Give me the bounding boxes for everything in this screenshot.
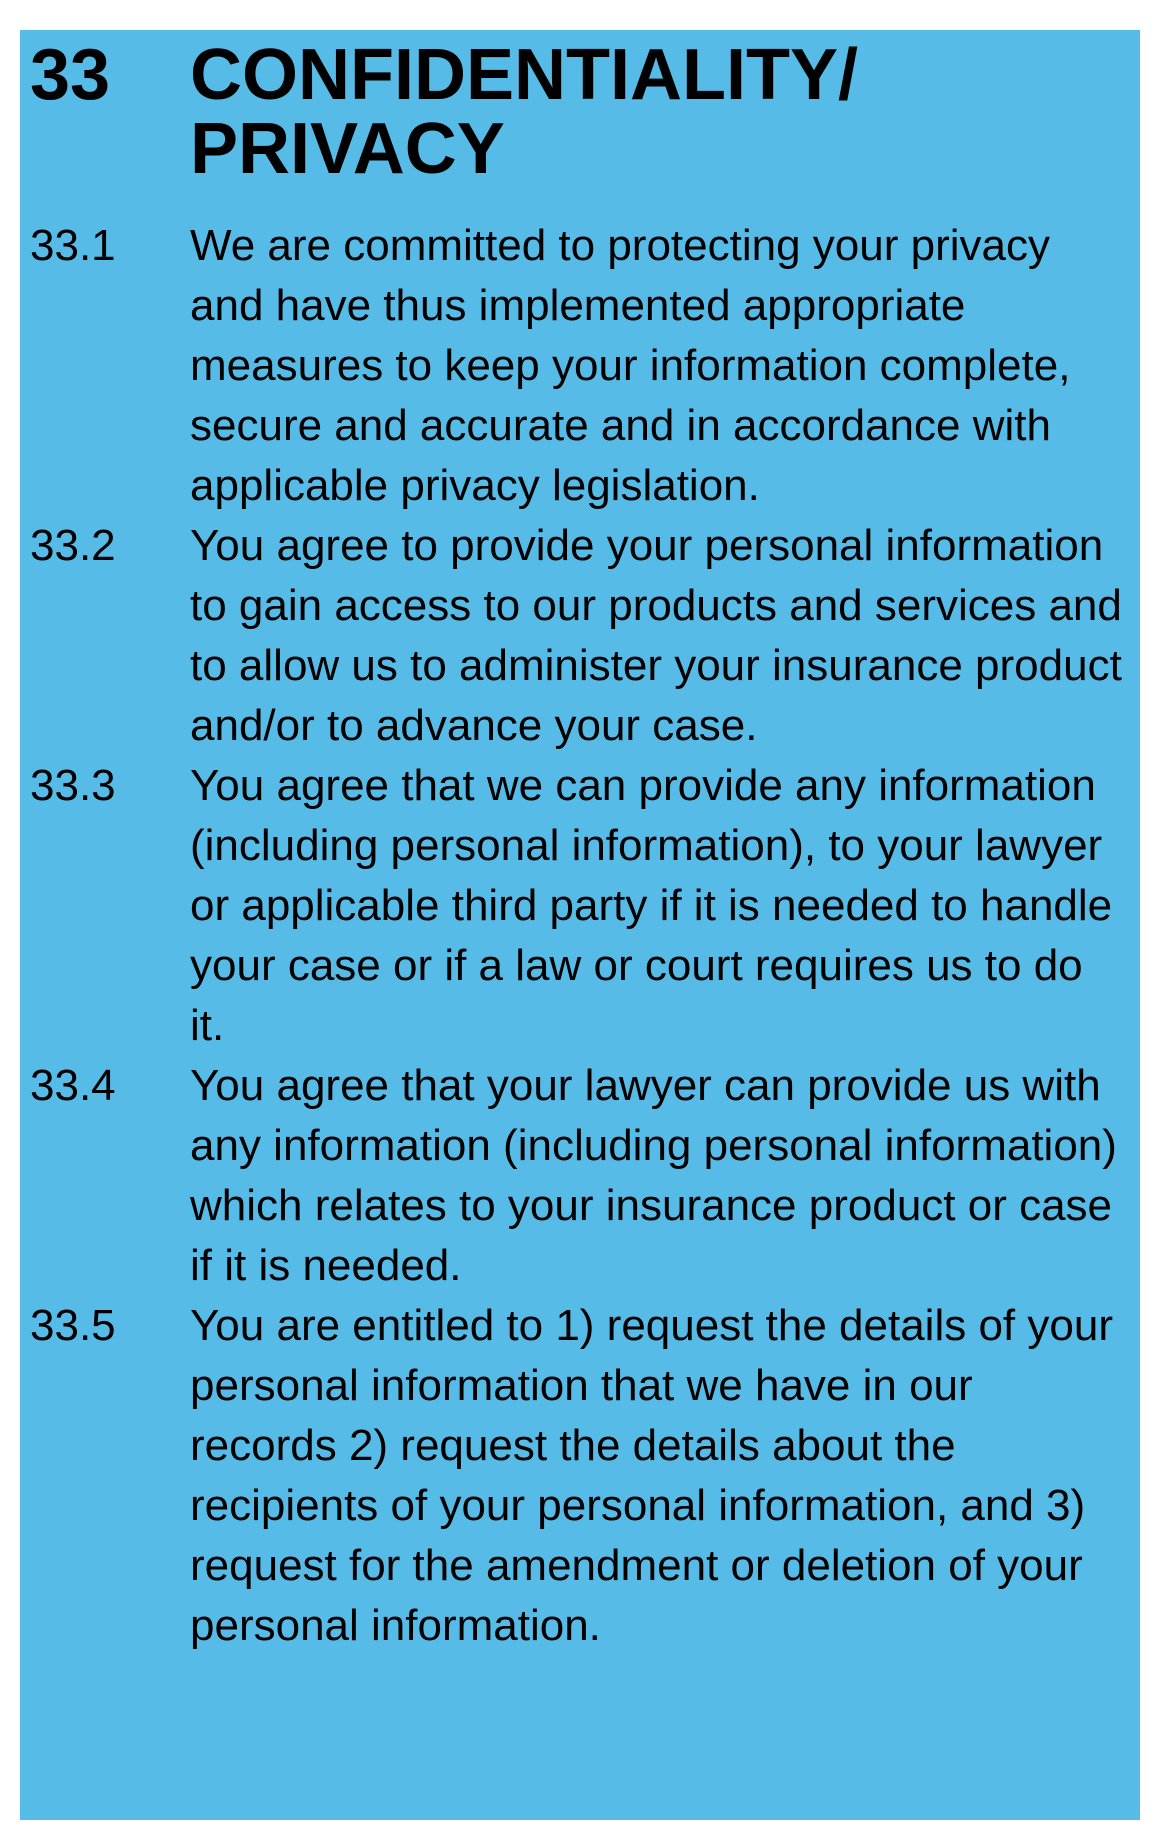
section-title: CONFIDENTIALITY/ PRIVACY xyxy=(190,35,858,189)
clause-list xyxy=(30,216,1130,1656)
clause-text: You are entitled to 1) request the details of your personal information that we have in our records 2) request the details about the recipients of your personal information, and 3) request for the amendment or deletion of your personal information. xyxy=(190,1301,1113,1650)
section-number: 33 xyxy=(30,35,111,115)
clause-number: 33.4 xyxy=(30,1061,116,1110)
clause-number: 33.3 xyxy=(30,761,116,810)
clause-number: 33.1 xyxy=(30,221,116,270)
clause-text: We are committed to protecting your privacy and have thus implemented appropriate measures to keep your information complete, secure and accurate and in accordance with applicable privacy legislation. xyxy=(190,221,1071,510)
clause-number: 33.2 xyxy=(30,521,116,570)
clause-item xyxy=(30,516,1130,756)
clause-item xyxy=(30,756,1130,1056)
clause-text: You agree that your lawyer can provide us with any information (including personal information) which relates to your insurance product or case if it is needed. xyxy=(190,1061,1117,1290)
clause-text: You agree that we can provide any information (including personal information), to your lawyer or applicable third party if it is needed to handle your case or if a law or court requires us to do it. xyxy=(190,761,1113,1050)
section-heading xyxy=(30,35,1130,189)
document-panel xyxy=(20,30,1140,1820)
clause-number: 33.5 xyxy=(30,1301,116,1350)
clause-item xyxy=(30,1296,1130,1656)
clause-text: You agree to provide your personal information to gain access to our products and services and to allow us to administer your insurance product and/or to advance your case. xyxy=(190,521,1122,750)
clause-item xyxy=(30,216,1130,516)
clause-item xyxy=(30,1056,1130,1296)
